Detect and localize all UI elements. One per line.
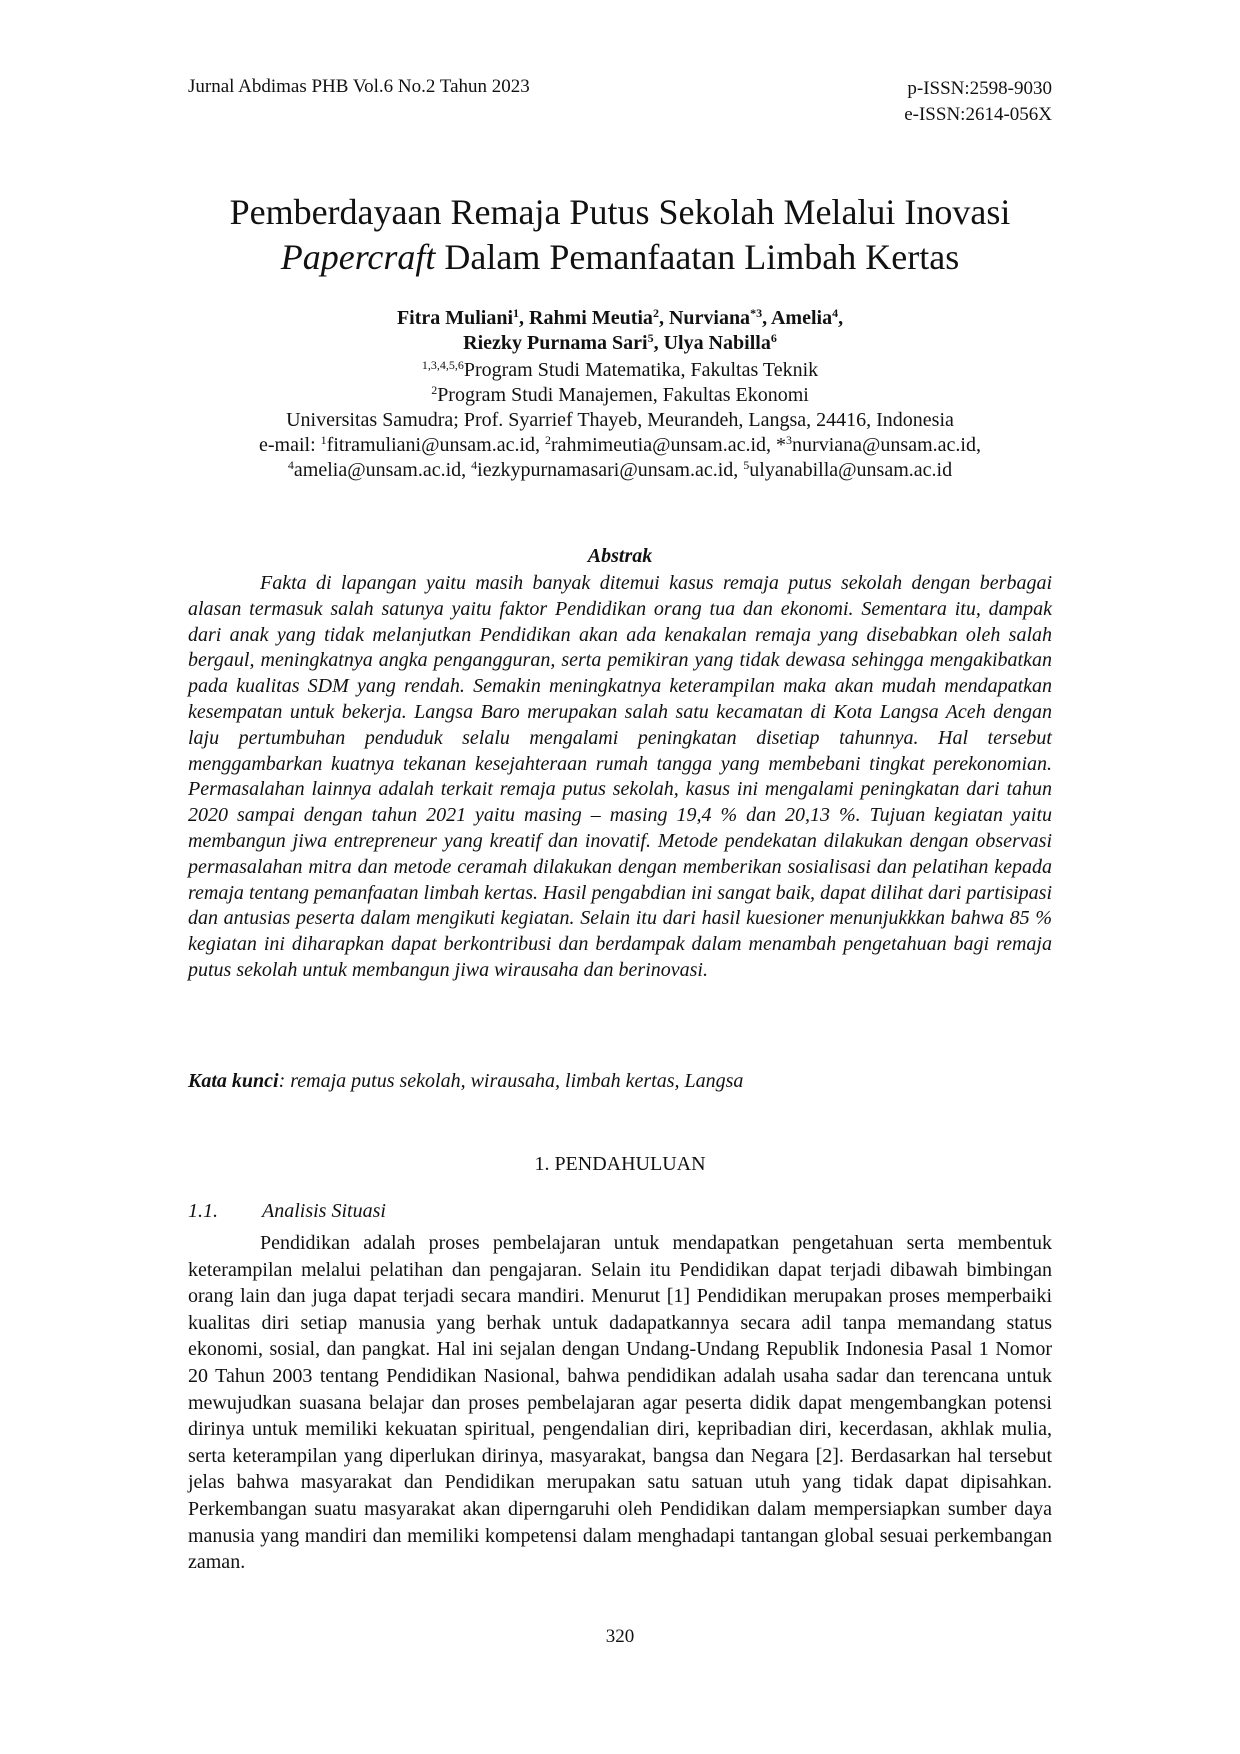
author-name: Ulya Nabilla: [663, 332, 771, 354]
abstract-body: [188, 571, 1052, 984]
author-line-1: Fitra Muliani$^1$, Rahmi Meutia$^2$, Nurviana$^{*3}$, Amelia$^4$,: [396, 306, 844, 329]
email-address[interactable]: rahmimeutia@unsam.ac.id, *: [551, 434, 787, 456]
university-address: Universitas Samudra; Prof. Syarrief Thayeb, Meurandeh, Langsa, 24416, Indonesia: [286, 409, 954, 431]
keywords-text: : remaja putus sekolah, wirausaha, limbah kertas, Langsa: [278, 1070, 744, 1092]
abstract-heading: Abstrak: [587, 545, 653, 567]
affiliation-text: Program Studi Matematika, Fakultas Teknik: [463, 359, 819, 381]
title-italic-term: Papercraft: [280, 237, 436, 277]
affiliation-1: [120, 358, 1120, 383]
email-address[interactable]: iezkypurnamasari@unsam.ac.id,: [477, 459, 744, 481]
author-name: Riezky Purnama Sari: [463, 332, 648, 354]
author-name: Amelia: [770, 307, 833, 329]
email-label: e-mail:: [259, 434, 321, 456]
title-line-1: Pemberdayaan Remaja Putus Sekolah Melalui Inovasi: [229, 192, 1011, 232]
email-line-2: [120, 458, 1120, 483]
author-sup: *3: [750, 306, 763, 320]
email-sup: 4: [471, 458, 478, 472]
keywords-label: Kata kunci: [188, 1070, 279, 1092]
title-line-2-rest: Dalam Pemanfaatan Limbah Kertas: [435, 237, 960, 277]
affiliation-block: [120, 358, 1120, 483]
author-name: Fitra Muliani: [396, 307, 514, 329]
issn-block: [904, 76, 1052, 128]
affiliation-text: Program Studi Manajemen, Fakultas Ekonomi: [437, 384, 809, 406]
email-sup: 4: [287, 458, 294, 472]
author-sup: 5: [647, 331, 654, 345]
email-sup: 3: [786, 433, 793, 447]
abstract-text: Fakta di lapangan yaitu masih banyak ditemui kasus remaja putus sekolah dengan berbagai alasan termasuk salah satunya yaitu faktor Pendidikan orang tua dan ekonomi. Sementara itu, dampak dari anak yang tidak melanjutkan Pendidikan akan ada kenakalan remaja yang disebabkan oleh salah bergaul, meningkatnya angka pengangguran, serta pemikiran yang tidak dewasa sehingga mengakibatkan pada kualitas SDM yang rendah. Semakin meningkatnya keterampilan maka akan mudah mendapatkan kesempatan untuk bekerja. Langsa Baro merupakan salah satu kecamatan di Kota Langsa Aceh dengan laju pertumbuhan penduduk selalu mengalami peningkatan disetiap tahunnya. Hal tersebut menggambarkan kuatnya tekanan kesejahteraan rumah tangga yang membebani tingkat perekonomian. Permasalahan lainnya adalah terkait remaja putus sekolah, kasus ini mengalami peningkatan dari tahun 2020 sampai dengan tahun 2021 yaitu masing – masing 19,4 % dan 20,13 %. Tujuan kegiatan yaitu membangun jiwa entrepreneur yang kreatif dan inovatif. Metode pendekatan dilakukan dengan observasi permasalahan mitra dan metode ceramah dilakukan dengan memberikan sosialisasi dan pelatihan kepada remaja tentang pemanfaatan limbah kertas. Hasil pengabdian ini sangat baik, dapat dilihat dari partisipasi dan antusias peserta dalam mengikuti kegiatan. Selain itu dari hasil kuesioner menunjukkkan bahwa 85 % kegiatan ini diharapkan dapat berkontribusi dan berdampak dalam menambah pengetahuan bagi remaja putus sekolah untuk membangun jiwa wirausaha dan berinovasi.: [188, 572, 1052, 981]
email-sup: 2: [545, 433, 552, 447]
email-sup: 5: [743, 458, 750, 472]
subsection-heading: [188, 1200, 386, 1223]
affiliation-2: [120, 383, 1120, 408]
section-heading: 1. PENDAHULUAN: [534, 1153, 706, 1175]
electronic-issn: e-ISSN:2614-056X: [904, 104, 1052, 125]
body-text: [188, 1230, 1052, 1576]
author-name: Rahmi Meutia: [529, 307, 653, 329]
paper-title: [120, 190, 1120, 280]
title-line-2: [120, 235, 1120, 280]
subsection-number: 1.1.: [188, 1200, 218, 1222]
email-line-1: [120, 433, 1120, 458]
print-issn: p-ISSN:2598-9030: [907, 78, 1052, 99]
email-address[interactable]: amelia@unsam.ac.id,: [293, 459, 472, 481]
page-number: 320: [605, 1626, 635, 1647]
author-sup: 6: [770, 331, 777, 345]
subsection-title: Analisis Situasi: [262, 1200, 386, 1222]
author-sup: 1: [513, 306, 520, 320]
author-line-2: Riezky Purnama Sari$^5$, Ulya Nabilla$^6$: [463, 331, 777, 354]
email-address[interactable]: ulyanabilla@unsam.ac.id: [749, 459, 953, 481]
affiliation-sup: 1,3,4,5,6: [421, 358, 464, 372]
affiliation-sup: 2: [431, 383, 438, 397]
keywords: [188, 1070, 1052, 1093]
journal-header: Jurnal Abdimas PHB Vol.6 No.2 Tahun 2023: [188, 76, 530, 97]
email-sup: 1: [320, 433, 327, 447]
author-list: [120, 306, 1120, 356]
email-address[interactable]: nurviana@unsam.ac.id,: [792, 434, 981, 456]
body-paragraph: Pendidikan adalah proses pembelajaran untuk mendapatkan pengetahuan serta membentuk keterampilan melalui pelatihan dan pengajaran. Selain itu Pendidikan dapat terjadi dibawah bimbingan orang lain dan juga dapat terjadi secara mandiri. Menurut [1] Pendidikan merupakan proses memperbaiki kualitas diri setiap manusia yang berhak untuk dadapatkannya secara adil tanpa memandang status ekonomi, sosial, dan pangkat. Hal ini sejalan dengan Undang-Undang Republik Indonesia Pasal 1 Nomor 20 Tahun 2003 tentang Pendidikan Nasional, bahwa pendidikan adalah usaha sadar dan terencana untuk mewujudkan suasana belajar dan proses pembelajaran agar peserta didik dapat mengembangkan potensi dirinya untuk memiliki kekuatan spiritual, pengendalian diri, kepribadian diri, kecerdasan, akhlak mulia, serta keterampilan yang diperlukan dirinya, masyarakat, bangsa dan Negara [2]. Berdasarkan hal tersebut jelas bahwa masyarakat dan Pendidikan merupakan satu satuan utuh yang tidak dapat dipisahkan. Perkembangan suatu masyarakat akan diperngaruhi oleh Pendidikan dalam mempersiapkan sumber daya manusia yang mandiri dan memiliki kompetensi dalam menghadapi tantangan global sesuai perkembangan zaman.: [188, 1232, 1052, 1574]
email-address[interactable]: fitramuliani@unsam.ac.id,: [326, 434, 546, 456]
author-sup: 4: [832, 306, 839, 320]
author-name: Nurviana: [668, 307, 751, 329]
author-sup: 2: [652, 306, 659, 320]
